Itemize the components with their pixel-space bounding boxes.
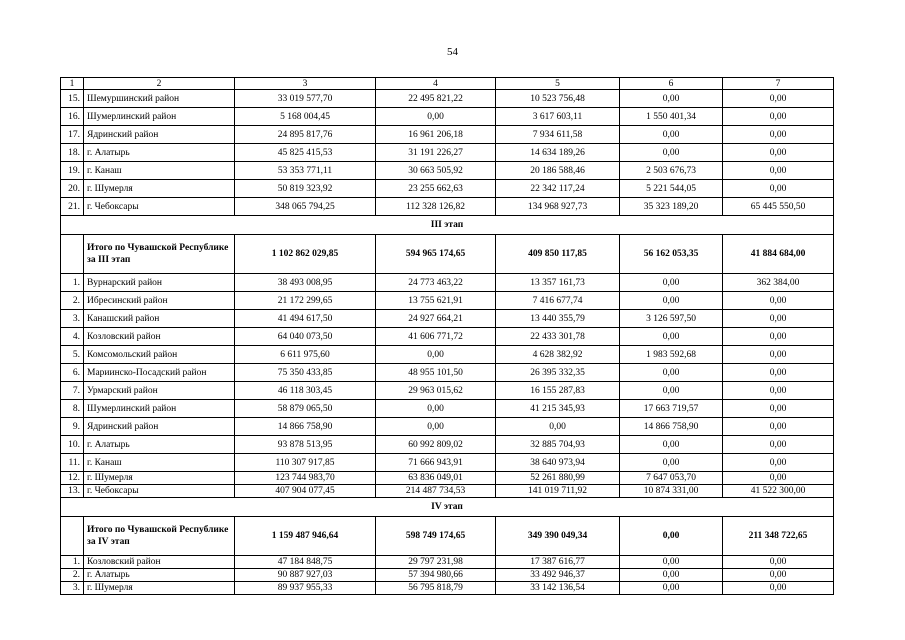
table-row xyxy=(61,472,834,485)
district-name: Козловский район xyxy=(84,556,235,569)
value-col5: 52 261 880,99 xyxy=(496,472,620,485)
value-col3: 24 895 817,76 xyxy=(235,126,376,144)
value-col7: 0,00 xyxy=(723,108,834,126)
value-col6: 1 983 592,68 xyxy=(620,346,723,364)
column-header: 3 xyxy=(235,78,376,90)
value-col6: 5 221 544,05 xyxy=(620,180,723,198)
value-col3: 6 611 975,60 xyxy=(235,346,376,364)
value-col3: 33 019 577,70 xyxy=(235,90,376,108)
value-col3: 123 744 983,70 xyxy=(235,472,376,485)
value-col3: 58 879 065,50 xyxy=(235,400,376,418)
value-col7: 0,00 xyxy=(723,144,834,162)
district-name: Мариинско-Посадский район xyxy=(84,364,235,382)
value-col6: 10 874 331,00 xyxy=(620,485,723,498)
row-number: 15. xyxy=(61,90,84,108)
value-col6: 3 126 597,50 xyxy=(620,310,723,328)
value-col4: 56 795 818,79 xyxy=(376,582,496,595)
value-col5: 0,00 xyxy=(496,418,620,436)
value-col5: 3 617 603,11 xyxy=(496,108,620,126)
district-name: Шумерлинский район xyxy=(84,400,235,418)
value-col3: 110 307 917,85 xyxy=(235,454,376,472)
row-number: 3. xyxy=(61,310,84,328)
value-col6: 0,00 xyxy=(620,556,723,569)
district-name: Ядринский район xyxy=(84,126,235,144)
value-col5: 16 155 287,83 xyxy=(496,382,620,400)
district-name: г. Шумерля xyxy=(84,180,235,198)
row-number: 11. xyxy=(61,454,84,472)
total-label: Итого по Чувашской Республике за IV этап xyxy=(84,517,235,556)
column-header-row xyxy=(61,78,834,90)
value-col4: 24 773 463,22 xyxy=(376,274,496,292)
value-col3: 64 040 073,50 xyxy=(235,328,376,346)
total-col7: 211 348 722,65 xyxy=(723,517,834,556)
row-number: 9. xyxy=(61,418,84,436)
table-row xyxy=(61,198,834,216)
total-col5: 409 850 117,85 xyxy=(496,235,620,274)
value-col7: 41 522 300,00 xyxy=(723,485,834,498)
table-row xyxy=(61,144,834,162)
value-col4: 29 963 015,62 xyxy=(376,382,496,400)
table-row xyxy=(61,569,834,582)
table-row xyxy=(61,556,834,569)
value-col3: 348 065 794,25 xyxy=(235,198,376,216)
value-col3: 90 887 927,03 xyxy=(235,569,376,582)
value-col6: 7 647 053,70 xyxy=(620,472,723,485)
district-name: г. Чебоксары xyxy=(84,198,235,216)
row-number: 7. xyxy=(61,382,84,400)
value-col5: 22 433 301,78 xyxy=(496,328,620,346)
row-number: 20. xyxy=(61,180,84,198)
value-col7: 0,00 xyxy=(723,180,834,198)
total-col5: 349 390 049,34 xyxy=(496,517,620,556)
table-row xyxy=(61,162,834,180)
budget-table xyxy=(60,77,834,595)
value-col4: 41 606 771,72 xyxy=(376,328,496,346)
total-label: Итого по Чувашской Республике за III этап xyxy=(84,235,235,274)
row-number: 2. xyxy=(61,569,84,582)
value-col3: 93 878 513,95 xyxy=(235,436,376,454)
value-col5: 33 492 946,37 xyxy=(496,569,620,582)
value-col4: 31 191 226,27 xyxy=(376,144,496,162)
stage-title: III этап xyxy=(61,216,834,235)
value-col4: 24 927 664,21 xyxy=(376,310,496,328)
column-header: 1 xyxy=(61,78,84,90)
value-col6: 0,00 xyxy=(620,454,723,472)
value-col6: 0,00 xyxy=(620,126,723,144)
value-col6: 35 323 189,20 xyxy=(620,198,723,216)
total-col4: 594 965 174,65 xyxy=(376,235,496,274)
total-col3: 1 102 862 029,85 xyxy=(235,235,376,274)
value-col7: 0,00 xyxy=(723,364,834,382)
table-row xyxy=(61,485,834,498)
value-col7: 0,00 xyxy=(723,90,834,108)
value-col4: 60 992 809,02 xyxy=(376,436,496,454)
value-col3: 53 353 771,11 xyxy=(235,162,376,180)
value-col3: 14 866 758,90 xyxy=(235,418,376,436)
table-row xyxy=(61,274,834,292)
total-col4: 598 749 174,65 xyxy=(376,517,496,556)
row-number: 1. xyxy=(61,556,84,569)
row-number: 16. xyxy=(61,108,84,126)
table-row xyxy=(61,126,834,144)
value-col7: 0,00 xyxy=(723,454,834,472)
value-col5: 141 019 711,92 xyxy=(496,485,620,498)
table-row xyxy=(61,436,834,454)
value-col7: 362 384,00 xyxy=(723,274,834,292)
row-number: 8. xyxy=(61,400,84,418)
row-number: 3. xyxy=(61,582,84,595)
total-row xyxy=(61,235,834,274)
column-header: 5 xyxy=(496,78,620,90)
value-col7: 0,00 xyxy=(723,292,834,310)
value-col3: 45 825 415,53 xyxy=(235,144,376,162)
value-col3: 21 172 299,65 xyxy=(235,292,376,310)
value-col4: 13 755 621,91 xyxy=(376,292,496,310)
table-row xyxy=(61,454,834,472)
value-col6: 0,00 xyxy=(620,274,723,292)
value-col5: 7 416 677,74 xyxy=(496,292,620,310)
row-number: 12. xyxy=(61,472,84,485)
district-name: Канашский район xyxy=(84,310,235,328)
table-row xyxy=(61,382,834,400)
value-col5: 32 885 704,93 xyxy=(496,436,620,454)
value-col6: 0,00 xyxy=(620,436,723,454)
table-row xyxy=(61,310,834,328)
total-col6: 56 162 053,35 xyxy=(620,235,723,274)
row-number: 6. xyxy=(61,364,84,382)
total-col3: 1 159 487 946,64 xyxy=(235,517,376,556)
value-col7: 0,00 xyxy=(723,126,834,144)
value-col3: 75 350 433,85 xyxy=(235,364,376,382)
row-number xyxy=(61,517,84,556)
row-number: 21. xyxy=(61,198,84,216)
column-header: 7 xyxy=(723,78,834,90)
value-col7: 0,00 xyxy=(723,582,834,595)
value-col6: 2 503 676,73 xyxy=(620,162,723,180)
stage-title: IV этап xyxy=(61,498,834,517)
table-row xyxy=(61,346,834,364)
value-col3: 38 493 008,95 xyxy=(235,274,376,292)
row-number: 10. xyxy=(61,436,84,454)
value-col6: 0,00 xyxy=(620,328,723,346)
value-col7: 0,00 xyxy=(723,569,834,582)
value-col5: 33 142 136,54 xyxy=(496,582,620,595)
district-name: Ядринский район xyxy=(84,418,235,436)
table-row xyxy=(61,108,834,126)
column-header: 6 xyxy=(620,78,723,90)
row-number: 1. xyxy=(61,274,84,292)
value-col5: 134 968 927,73 xyxy=(496,198,620,216)
table-row xyxy=(61,400,834,418)
district-name: г. Алатырь xyxy=(84,144,235,162)
value-col3: 46 118 303,45 xyxy=(235,382,376,400)
value-col7: 0,00 xyxy=(723,382,834,400)
table-row xyxy=(61,90,834,108)
row-number: 5. xyxy=(61,346,84,364)
district-name: г. Чебоксары xyxy=(84,485,235,498)
value-col4: 0,00 xyxy=(376,400,496,418)
value-col7: 0,00 xyxy=(723,328,834,346)
value-col7: 0,00 xyxy=(723,310,834,328)
value-col7: 65 445 550,50 xyxy=(723,198,834,216)
total-row xyxy=(61,517,834,556)
district-name: г. Канаш xyxy=(84,454,235,472)
value-col7: 0,00 xyxy=(723,436,834,454)
stage-header-row xyxy=(61,216,834,235)
district-name: Шемуршинский район xyxy=(84,90,235,108)
value-col4: 0,00 xyxy=(376,418,496,436)
value-col7: 0,00 xyxy=(723,418,834,436)
value-col4: 0,00 xyxy=(376,108,496,126)
value-col7: 0,00 xyxy=(723,400,834,418)
table-row xyxy=(61,328,834,346)
value-col5: 4 628 382,92 xyxy=(496,346,620,364)
district-name: г. Канаш xyxy=(84,162,235,180)
value-col4: 214 487 734,53 xyxy=(376,485,496,498)
value-col4: 22 495 821,22 xyxy=(376,90,496,108)
value-col4: 29 797 231,98 xyxy=(376,556,496,569)
value-col5: 26 395 332,35 xyxy=(496,364,620,382)
value-col7: 0,00 xyxy=(723,346,834,364)
value-col5: 10 523 756,48 xyxy=(496,90,620,108)
row-number: 2. xyxy=(61,292,84,310)
value-col4: 63 836 049,01 xyxy=(376,472,496,485)
value-col6: 0,00 xyxy=(620,144,723,162)
value-col3: 47 184 848,75 xyxy=(235,556,376,569)
value-col3: 89 937 955,33 xyxy=(235,582,376,595)
table-row xyxy=(61,418,834,436)
value-col5: 7 934 611,58 xyxy=(496,126,620,144)
total-col7: 41 884 684,00 xyxy=(723,235,834,274)
value-col6: 0,00 xyxy=(620,569,723,582)
column-header: 4 xyxy=(376,78,496,90)
value-col3: 41 494 617,50 xyxy=(235,310,376,328)
district-name: г. Алатырь xyxy=(84,436,235,454)
stage-header-row xyxy=(61,498,834,517)
value-col6: 14 866 758,90 xyxy=(620,418,723,436)
table-row xyxy=(61,582,834,595)
value-col6: 1 550 401,34 xyxy=(620,108,723,126)
page-number: 54 xyxy=(447,46,458,58)
district-name: г. Алатырь xyxy=(84,569,235,582)
table-row xyxy=(61,180,834,198)
value-col4: 16 961 206,18 xyxy=(376,126,496,144)
value-col6: 0,00 xyxy=(620,90,723,108)
value-col4: 23 255 662,63 xyxy=(376,180,496,198)
district-name: г. Шумерля xyxy=(84,472,235,485)
value-col7: 0,00 xyxy=(723,162,834,180)
value-col4: 48 955 101,50 xyxy=(376,364,496,382)
table-row xyxy=(61,292,834,310)
value-col5: 13 357 161,73 xyxy=(496,274,620,292)
value-col4: 57 394 980,66 xyxy=(376,569,496,582)
value-col4: 112 328 126,82 xyxy=(376,198,496,216)
value-col5: 17 387 616,77 xyxy=(496,556,620,569)
value-col7: 0,00 xyxy=(723,472,834,485)
value-col5: 20 186 588,46 xyxy=(496,162,620,180)
value-col4: 0,00 xyxy=(376,346,496,364)
value-col6: 0,00 xyxy=(620,292,723,310)
district-name: Козловский район xyxy=(84,328,235,346)
district-name: Вурнарский район xyxy=(84,274,235,292)
district-name: Ибресинский район xyxy=(84,292,235,310)
value-col7: 0,00 xyxy=(723,556,834,569)
district-name: Шумерлинский район xyxy=(84,108,235,126)
row-number: 18. xyxy=(61,144,84,162)
value-col6: 0,00 xyxy=(620,382,723,400)
table-row xyxy=(61,364,834,382)
row-number: 4. xyxy=(61,328,84,346)
value-col5: 38 640 973,94 xyxy=(496,454,620,472)
value-col5: 22 342 117,24 xyxy=(496,180,620,198)
value-col4: 30 663 505,92 xyxy=(376,162,496,180)
value-col5: 41 215 345,93 xyxy=(496,400,620,418)
row-number: 19. xyxy=(61,162,84,180)
total-col6: 0,00 xyxy=(620,517,723,556)
value-col4: 71 666 943,91 xyxy=(376,454,496,472)
value-col5: 14 634 189,26 xyxy=(496,144,620,162)
district-name: г. Шумерля xyxy=(84,582,235,595)
value-col3: 407 904 077,45 xyxy=(235,485,376,498)
row-number xyxy=(61,235,84,274)
value-col6: 0,00 xyxy=(620,364,723,382)
value-col6: 17 663 719,57 xyxy=(620,400,723,418)
value-col5: 13 440 355,79 xyxy=(496,310,620,328)
value-col3: 5 168 004,45 xyxy=(235,108,376,126)
row-number: 17. xyxy=(61,126,84,144)
column-header: 2 xyxy=(84,78,235,90)
value-col3: 50 819 323,92 xyxy=(235,180,376,198)
district-name: Урмарский район xyxy=(84,382,235,400)
row-number: 13. xyxy=(61,485,84,498)
value-col6: 0,00 xyxy=(620,582,723,595)
district-name: Комсомольский район xyxy=(84,346,235,364)
